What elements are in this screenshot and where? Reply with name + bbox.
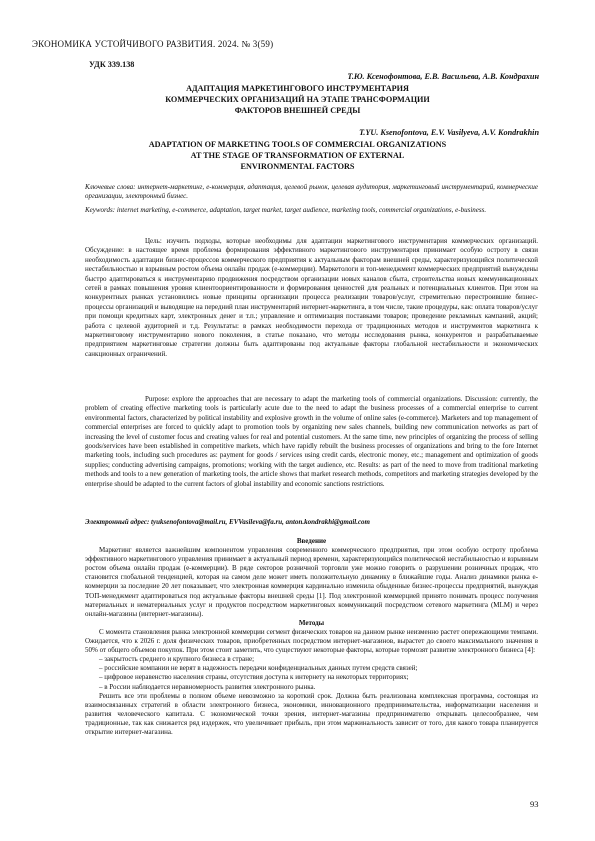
title-ru-line: АДАПТАЦИЯ МАРКЕТИНГОВОГО ИНСТРУМЕНТАРИЯ: [186, 84, 409, 93]
article-body: [85, 537, 538, 737]
keywords-en: Keywords: internet marketing, e-commerce, adaptation, target market, target audience, marketing tools, commercial organizations, e-business.: [85, 206, 487, 214]
abstract-en: [85, 395, 538, 489]
methods-heading: Методы: [298, 618, 325, 627]
closing-paragraph: Решить все эти проблемы в полном объеме невозможно за короткий срок. Должна быть реализована комплексная программа, состоящая из взаимосвязанных стратегий в области электронного бизнеса, экономики, инновационного предпринимательства, информатизации населения и развития человеческого капитала. С экономической точки зрения, интернет-магазины предпринимателю открывать целесообразнее, чем традиционные, так как снижается ряд издержек, что увеличивает прибыль, при этом маржинальность зависит от того, для какого товара планируется открытие интернет-магазина.: [85, 691, 538, 736]
methods-paragraph: С момента становления рынка электронной коммерции сегмент физических товаров на данном рынке неизменно растет опережающими темпами. Ожидается, что к 2026 г. доля физических товаров, приобретенных посредством интернет-магазинов, вырастет до своего максимального значения в 50% от общего объемов покупок. При этом стоит заметить, что существуют некоторые факторы, которые тормозят развитие электронного бизнеса [4]:: [85, 627, 538, 655]
abstract-en-text: Purpose: explore the approaches that are necessary to adapt the marketing tools of commercial organizations. Discussion: currently, the problem of creating effective marketing tools is particularly acute due to the need to adapt the business processes of a commercial enterprise to current environmental factors, characterized by political instability and explosive growth in the volume of online sales (e-commerce). Marketers and top management of commercial enterprises are forced to quickly adapt to promotion tools by organizing new sales channels, building new communication networks as part of increasing the level of customer focus and creating values for real and potential customers. At the same time, new principles of organizing the process of selling goods/services have been established in competitive markets, which have rapidly rebuilt the business processes of organizations and bring to the fore Internet marketing tools, including such procedures as: payment for goods / services using credit cards, electronic money, etc.; management and optimization of goods supplies; conducting advertising campaigns, promotions; working with the target audience, etc. Results: as part of the need to move from traditional marketing methods and tools to a new generation of marketing tools, the article shows that market research methods, competitors and marketing strategies developed by the enterprise should be adapted to the current factors of global instability and economic sanctions restrictions.: [85, 395, 538, 488]
title-ru-line: ФАКТОРОВ ВНЕШНЕЙ СРЕДЫ: [234, 106, 361, 115]
abstract-ru: [85, 237, 538, 359]
title-ru: [60, 83, 535, 116]
title-ru-line: КОММЕРЧЕСКИХ ОРГАНИЗАЦИЙ НА ЭТАПЕ ТРАНСФОРМАЦИИ: [165, 95, 430, 104]
authors-en: T.YU. Ksenofontova, E.V. Vasilyeva, A.V. Kondrakhin: [359, 128, 539, 137]
list-item: – цифровое неравенство населения страны, отсутствия доступа к интернету на некоторых территориях;: [99, 673, 409, 682]
title-en-line: ENVIRONMENTAL FACTORS: [240, 162, 355, 171]
list-item: – российские компании не верят в надежность передачи конфиденциальных данных путем средств связей;: [99, 664, 418, 673]
list-item: – в России наблюдается неравномерность развития электронного рынка.: [99, 682, 316, 691]
page-number: 93: [530, 799, 539, 809]
abstract-ru-text: Цель: изучить подходы, которые необходимы для адаптации маркетингового инструментария коммерческих организаций. Обсуждение: в настоящее время проблема формирования эффективного маркетингового инструментария принимает особую остроту в связи необходимость адаптации бизнес-процессов коммерческого предприятия к актуальным факторам внешней среды, характеризующийся политической нестабильностью и взрывным ростом объема онлайн продаж (е-коммерции). Маркетологи и топ-менеджмент коммерческих предприятий вынуждены быстро адаптироваться к инструментарию продвижения посредством организации новых каналов сбыта, строительства новых коммуникационных сетей в рамках повышения уровня клиентоориентированности и формирования ценностей для реальных и потенциальных клиентов. При этом на конкурентных рынках установились новые принципы организации процесса реализации товаров/услуг, стремительно перестроившие бизнес-процессы организаций и выводящие на передний план инструментарий интернет-маркетинга, в том числе, такие процедуры, как: оплата товаров/услуг при помощи кредитных карт, электронных денег и т.п.; управление и оптимизация поставками товаров; проведение рекламных кампаний, акций; работа с целевой аудиторией и т.д. Результаты: в рамках необходимости перехода от традиционных методов и инструментов маркетинга к маркетинговому инструментарию нового поколения, в статье показано, что методы исследования рынка, конкурентов и разрабатываемые предприятием маркетинговые стратегии должны быть адаптированы под актуальные факторы глобальной нестабильности и экономических санкционных ограничений.: [85, 237, 538, 358]
udk-code: УДК 339.138: [89, 60, 135, 69]
intro-heading: Введение: [296, 537, 327, 545]
intro-paragraph: Маркетинг является важнейшим компонентом управления современного коммерческого предприятия, при этом особую остроту проблема эффективного маркетингового управления принимает в актуальный период времени, характеризующийся политической нестабильностью и взрывным ростом объема онлайн продаж (е-коммерции). В ряде секторов розничной торговли уже можно говорить о разрушении розничных продаж, что становится глобальной тенденцией, которая на самом деле может иметь положительную динамику в ближайшие годы. Анализ динамики рынка е-коммерции за последние 20 лет показывает, что электронная коммерция кардинально изменила обыденные бизнес-процессы предприятий, вынуждая ТОП-менеджмент адаптироваться под актуальные факторы внешней среды [1]. Под электронной коммерцией принято понимать процесс получения материальных и нематериальных услуг и продуктов посредством маркетинговых коммуникаций посредством сетевого маркетинга (MLM) и через онлайн-магазины (интернет-магазины).: [85, 546, 538, 618]
keywords-ru: Ключевые слова: интернет-маркетинг, е-коммерция, адаптация, целевой рынок, целевая аудитория, маркетинговый инструментарий, коммерческие организации, электронный бизнес.: [85, 183, 538, 201]
title-en: [60, 139, 535, 172]
list-item: – закрытость среднего и крупного бизнеса в стране;: [99, 655, 255, 664]
title-en-line: ADAPTATION OF MARKETING TOOLS OF COMMERCIAL ORGANIZATIONS: [148, 140, 447, 149]
email-addresses: Электронный адрес: tyuksenofontova@mail.ru, EVVasileva@fa.ru, anton.kondrakhi@gmail.com: [85, 518, 371, 526]
journal-header: ЭКОНОМИКА УСТОЙЧИВОГО РАЗВИТИЯ. 2024. № 3(59): [32, 39, 274, 49]
title-en-line: AT THE STAGE OF TRANSFORMATION OF EXTERNAL: [190, 151, 405, 160]
authors-ru: Т.Ю. Ксенофонтова, Е.В. Васильева, А.В. Кондрахин: [347, 72, 539, 81]
